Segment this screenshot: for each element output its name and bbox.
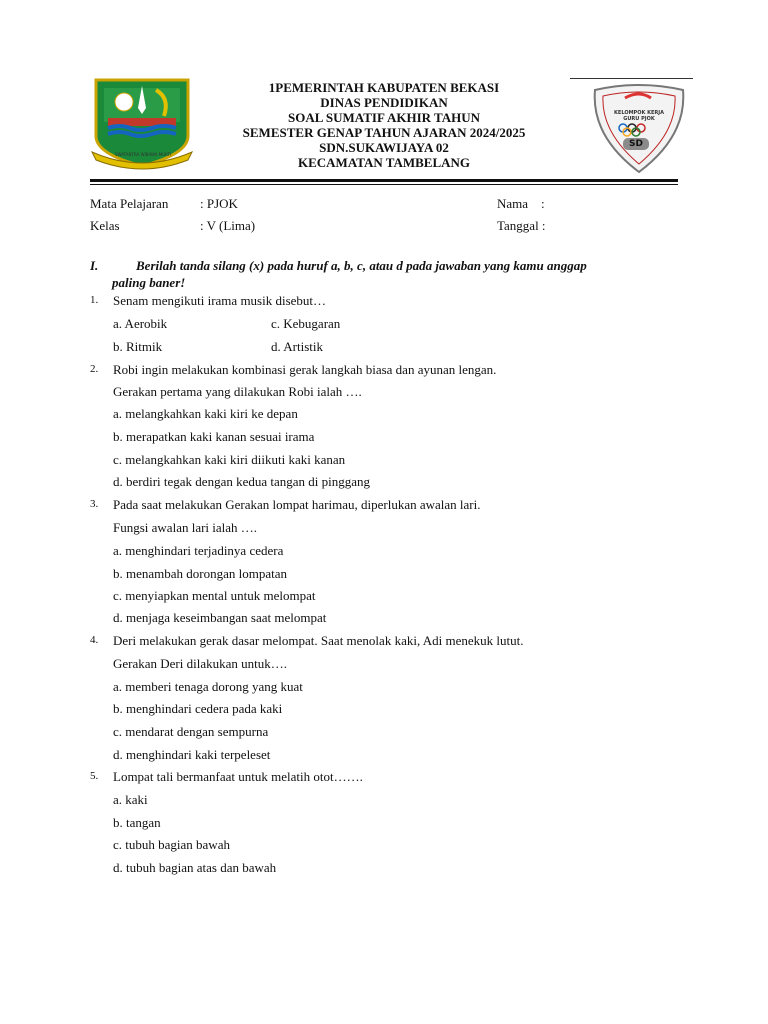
question-1-number: 1. xyxy=(90,294,99,306)
question-4-option-a[interactable]: a. memberi tenaga dorong yang kuat xyxy=(113,679,303,694)
question-3-option-a[interactable]: a. menghindari terjadinya cedera xyxy=(113,543,284,558)
header-divider-thin xyxy=(90,184,678,185)
question-1-option-d[interactable]: d. Artistik xyxy=(271,339,324,354)
header-line-3: SOAL SUMATIF AKHIR TAHUN xyxy=(287,110,481,125)
date-field[interactable]: Tanggal : xyxy=(497,218,546,233)
question-4-option-d[interactable]: d. menghindari kaki terpeleset xyxy=(113,747,271,762)
kkg-logo-badge: SD xyxy=(629,139,643,149)
question-2-option-a[interactable]: a. melangkahkan kaki kiri ke depan xyxy=(113,406,298,421)
question-2-option-b[interactable]: b. merapatkan kaki kanan sesuai irama xyxy=(113,429,315,444)
question-1-option-c[interactable]: c. Kebugaran xyxy=(271,316,341,331)
question-3-text-line2: Fungsi awalan lari ialah …. xyxy=(113,520,258,535)
question-5-option-a[interactable]: a. kaki xyxy=(113,792,148,807)
question-4-text-line2: Gerakan Deri dilakukan untuk…. xyxy=(113,656,288,671)
header-line-2: DINAS PENDIDIKAN xyxy=(320,95,448,110)
class-value: : V (Lima) xyxy=(200,218,256,233)
class-label: Kelas xyxy=(90,218,120,233)
question-5-option-b[interactable]: b. tangan xyxy=(113,815,161,830)
question-5-number: 5. xyxy=(90,770,99,782)
question-2-option-d[interactable]: d. berdiri tegak dengan kedua tangan di pinggang xyxy=(113,474,371,489)
question-3-option-c[interactable]: c. menyiapkan mental untuk melompat xyxy=(113,588,316,603)
header-line-6: KECAMATAN TAMBELANG xyxy=(297,155,470,170)
header-divider-thick xyxy=(90,179,678,182)
question-4-option-b[interactable]: b. menghindari cedera pada kaki xyxy=(113,701,283,716)
name-field[interactable]: Nama : xyxy=(497,196,545,211)
question-2-text-line1: Robi ingin melakukan kombinasi gerak langkah biasa dan ayunan lengan. xyxy=(113,362,497,377)
question-1-text: Senam mengikuti irama musik disebut… xyxy=(113,293,327,308)
question-1-option-a[interactable]: a. Aerobik xyxy=(113,316,168,331)
subject-label: Mata Pelajaran xyxy=(90,196,169,211)
question-2-number: 2. xyxy=(90,363,99,375)
question-3-text-line1: Pada saat melakukan Gerakan lompat harimau, diperlukan awalan lari. xyxy=(113,497,481,512)
top-right-rule xyxy=(570,78,693,79)
question-5-option-c[interactable]: c. tubuh bagian bawah xyxy=(113,837,230,852)
header-line-5: SDN.SUKAWIJAYA 02 xyxy=(319,140,449,155)
section-number: I. xyxy=(90,258,99,273)
question-4-option-c[interactable]: c. mendarat dengan sempurna xyxy=(113,724,269,739)
question-2-text-line2: Gerakan pertama yang dilakukan Robi ialah …. xyxy=(113,384,362,399)
question-4-text-line1: Deri melakukan gerak dasar melompat. Saat menolak kaki, Adi menekuk lutut. xyxy=(113,633,524,648)
question-5-text: Lompat tali bermanfaat untuk melatih otot……. xyxy=(113,769,363,784)
section-instruction-line2: paling baner! xyxy=(112,275,186,290)
question-3-number: 3. xyxy=(90,498,99,510)
question-3-option-d[interactable]: d. menjaga keseimbangan saat melompat xyxy=(113,610,327,625)
kkg-pjok-logo xyxy=(585,84,693,176)
header-line-1: 1PEMERINTAH KABUPATEN BEKASI xyxy=(268,80,500,95)
subject-value: : PJOK xyxy=(200,196,238,211)
header-line-4: SEMESTER GENAP TAHUN AJARAN 2024/2025 xyxy=(242,125,526,140)
question-1-option-b[interactable]: b. Ritmik xyxy=(113,339,163,354)
emblem-motto: SWATANTRA WIBAWA MUKTI xyxy=(114,152,172,157)
section-instruction-line1: Berilah tanda silang (x) pada huruf a, b, c, atau d pada jawaban yang kamu anggap xyxy=(136,258,587,273)
question-3-option-b[interactable]: b. menambah dorongan lompatan xyxy=(113,566,288,581)
kkg-logo-text: KELOMPOK KERJA GURU PJOK xyxy=(614,110,664,122)
question-4-number: 4. xyxy=(90,634,99,646)
question-5-option-d[interactable]: d. tubuh bagian atas dan bawah xyxy=(113,860,277,875)
question-2-option-c[interactable]: c. melangkahkan kaki kiri diikuti kaki kanan xyxy=(113,452,346,467)
